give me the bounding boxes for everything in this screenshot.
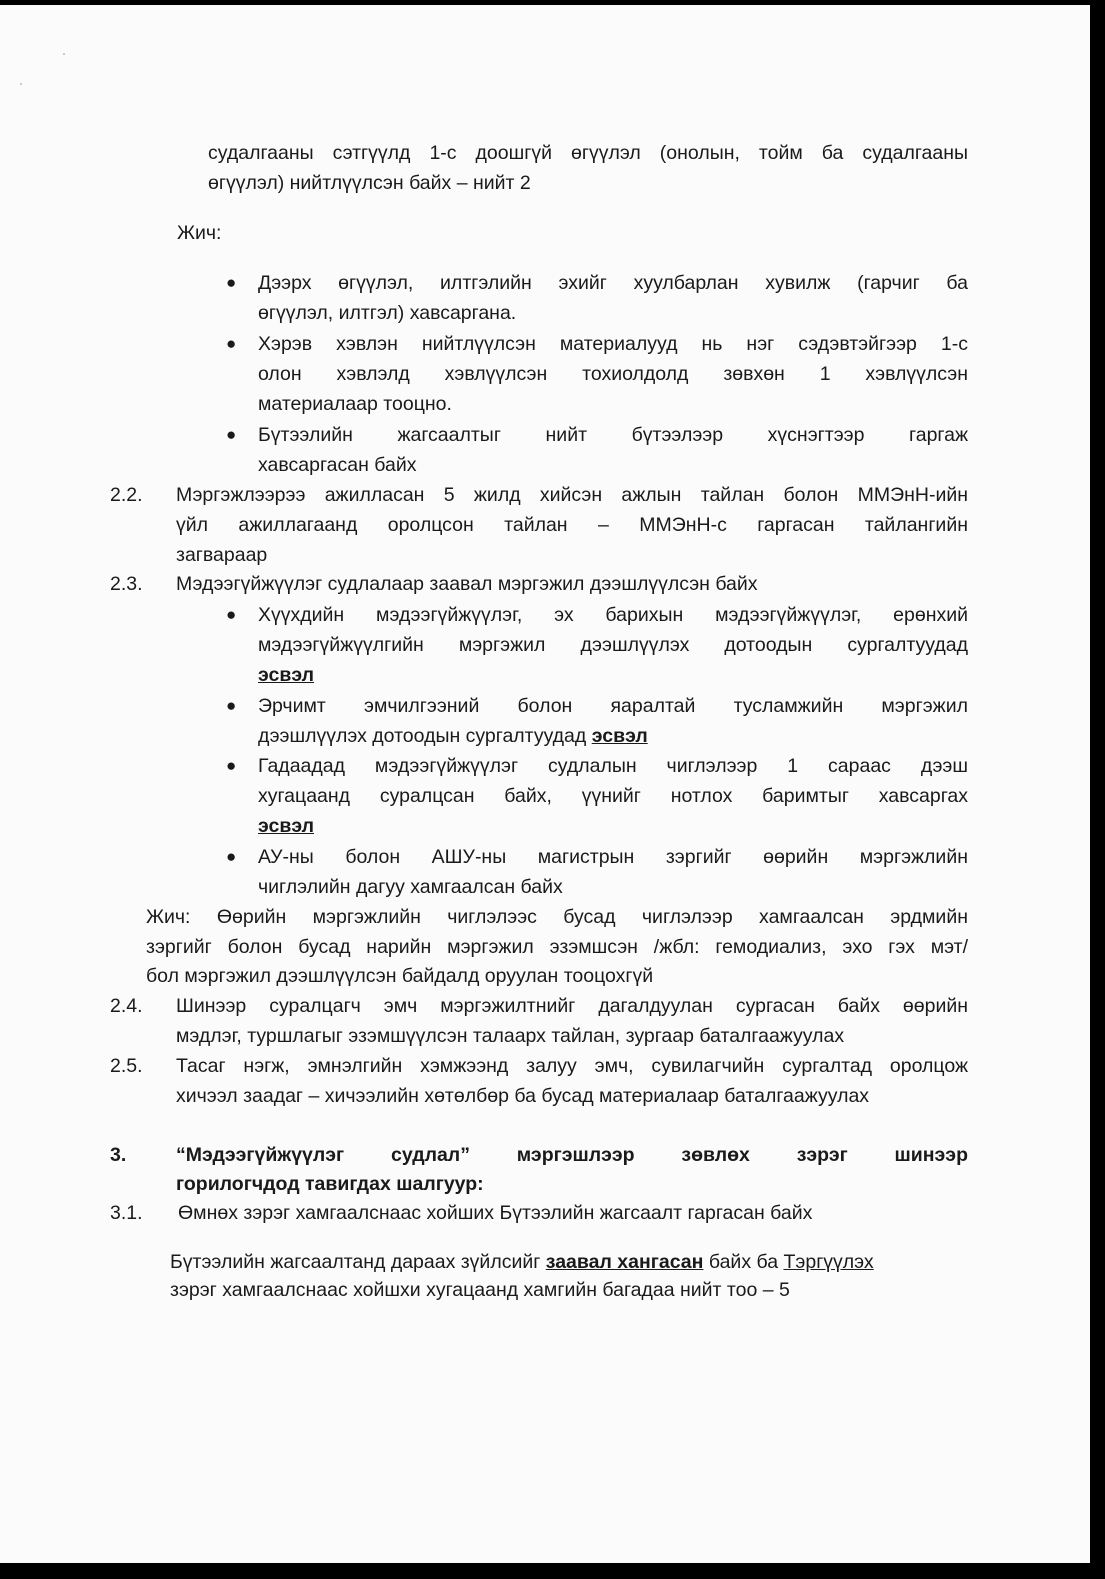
req-bullet-4-line-2: чиглэлийн дагуу хамгаалсан байх [258, 876, 563, 898]
req-bullet-3-line-1: Гадаадад мэдээгүйжүүлэг судлалын чиглэлээр 1 сараас дээш [258, 755, 968, 777]
intro-line-1: судалгааны сэтгүүлд 1-с доошгүй өгүүлэл (онолын, тойм ба судалгааны [208, 142, 968, 164]
note-bullet-3-line-1: Бүтээлийн жагсаалтыг нийт бүтээлээр хүснэгтээр гаргаж [258, 424, 968, 446]
item-number: 2.4. [110, 995, 143, 1017]
item-number: 2.3. [110, 573, 143, 595]
note2-line-1: Жич: Өөрийн мэргэжлийн чиглэлээс бусад чиглэлээр хамгаалсан эрдмийн [146, 906, 968, 928]
final-para-line-1 [170, 1247, 874, 1277]
req-bullet-4-line-1: АУ-ны болон АШУ-ны магистрын зэргийг өөрийн мэргэжлийн [258, 846, 968, 868]
note-bullet-1-line-1: Дээрх өгүүлэл, илтгэлийн эхийг хуулбарлан хувилж (гарчиг ба [258, 272, 968, 294]
item-2-5-line-1: Тасаг нэгж, эмнэлгийн хэмжээнд залуу эмч, сувилагчийн сургалтад оролцож [176, 1055, 968, 1077]
item-2-2-line-2: үйл ажиллагаанд оролцсон тайлан – ММЭнН-с гаргасан тайлангийн [176, 514, 968, 536]
document-page [0, 5, 1090, 1563]
note2-line-2: зэргийг болон бусад нарийн мэргэжил эзэмшсэн /жбл: гемодиализ, эхо гэх мэт/ [146, 936, 968, 958]
item-2-4-line-2: мэдлэг, туршлагыг эзэмшүүлсэн талаарх тайлан, зургаар баталгаажуулах [176, 1025, 845, 1047]
item-2-4-line-1: Шинээр суралцагч эмч мэргэжилтнийг дагалдуулан сургасан байх өөрийн [176, 995, 968, 1017]
req-bullet-1-line-2: мэдээгүйжүүлгийн мэргэжил дээшлүүлэх дотоодын сургалтуудад [258, 634, 968, 656]
bullet-icon: ● [226, 425, 237, 444]
intro-line-2: өгүүлэл) нийтлүүлсэн байх – нийт 2 [208, 172, 531, 194]
item-2-3-text: Мэдээгүйжүүлэг судлалаар заавал мэргэжил дээшлүүлсэн байх [176, 573, 758, 595]
req-bullet-2-text: дээшлүүлэх дотоодын сургалтуудад [258, 725, 587, 747]
final-para-mid: байх ба [708, 1251, 779, 1273]
bullet-icon: ● [226, 696, 237, 715]
section-3-heading-line-1: “Мэдээгүйжүүлэг судлал” мэргэшлээр зөвлөх зэрэг шинээр [176, 1144, 968, 1166]
bullet-icon: ● [226, 334, 237, 353]
item-2-5-line-2: хичээл заадаг – хичээлийн хөтөлбөр ба бусад материалаар баталгаажуулах [176, 1085, 870, 1107]
item-3-1-text: Өмнөх зэрэг хамгаалснаас хойших Бүтээлийн жагсаалт гаргасан байх [178, 1202, 813, 1224]
final-para-bold: заавал хангасан [545, 1251, 704, 1273]
bullet-icon: ● [226, 756, 237, 775]
item-2-2-line-3: загвараар [176, 544, 268, 566]
or-emphasis: эсвэл [258, 815, 315, 837]
note-label: Жич: [177, 222, 222, 244]
or-emphasis: эсвэл [258, 664, 315, 686]
scan-speck [20, 83, 22, 85]
final-para-pre: Бүтээлийн жагсаалтанд дараах зүйлсийг [170, 1251, 541, 1273]
note-bullet-3-line-2: хавсаргасан байх [258, 454, 417, 476]
item-number: 2.2. [110, 484, 143, 506]
item-2-2-line-1: Мэргэжлээрээ ажилласан 5 жилд хийсэн ажлын тайлан болон ММЭнН-ийн [176, 484, 968, 506]
note-bullet-2-line-3: материалаар тооцно. [258, 393, 452, 415]
item-number: 3.1. [110, 1202, 143, 1224]
section-3-heading-line-2: горилогчдод тавигдах шалгуур: [176, 1173, 484, 1195]
req-bullet-2-line-1: Эрчимт эмчилгээний болон яаралтай тусламжийн мэргэжил [258, 695, 968, 717]
req-bullet-3-line-2: хугацаанд суралцсан байх, үүнийг нотлох баримтыг хавсаргах [258, 785, 968, 807]
section-number: 3. [110, 1144, 127, 1166]
note2-line-3: бол мэргэжил дээшлүүлсэн байдалд оруулан тооцохгүй [146, 965, 654, 987]
note-bullet-2-line-1: Хэрэв хэвлэн нийтлүүлсэн материалууд нь нэг сэдэвтэйгээр 1-с [258, 333, 968, 355]
note-bullet-1-line-2: өгүүлэл, илтгэл) хавсаргана. [258, 302, 517, 324]
scan-speck [63, 53, 65, 55]
final-para-line-2: зэрэг хамгаалснаас хойшхи хугацаанд хамгийн багадаа нийт тоо – 5 [170, 1279, 790, 1301]
note-bullet-2-line-2: олон хэвлэлд хэвлүүлсэн тохиолдолд зөвхөн 1 хэвлүүлсэн [258, 363, 968, 385]
or-emphasis: эсвэл [591, 725, 648, 747]
bullet-icon: ● [226, 273, 237, 292]
req-bullet-1-line-1: Хүүхдийн мэдээгүйжүүлэг, эх барихын мэдээгүйжүүлэг, ерөнхий [258, 604, 968, 626]
final-para-underline: Тэргүүлэх [783, 1251, 874, 1273]
req-bullet-2-line-2 [258, 721, 648, 751]
bullet-icon: ● [226, 847, 237, 866]
item-number: 2.5. [110, 1055, 143, 1077]
bullet-icon: ● [226, 605, 237, 624]
